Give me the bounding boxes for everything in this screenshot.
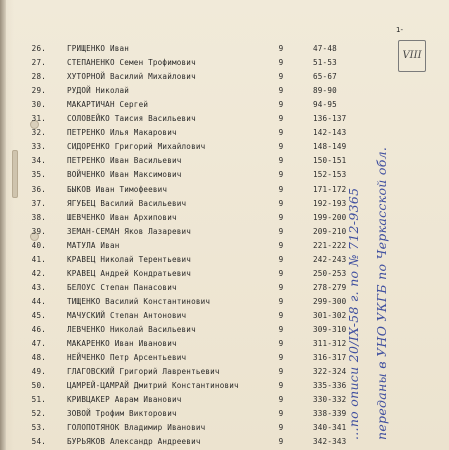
page-range: 221-222 xyxy=(313,240,347,250)
handwritten-note: ...по описи 20/IX-58 г. по № 712-9365 xyxy=(346,187,361,440)
volume-number: 9 xyxy=(278,409,284,419)
person-name: КРАВЕЦ Андрей Кондратьевич xyxy=(67,268,192,278)
row-number: 39. xyxy=(31,226,46,236)
person-name: ЗОВОЙ Трофим Викторович xyxy=(67,409,177,419)
volume-number: 9 xyxy=(278,423,284,433)
volume-number: 9 xyxy=(278,367,284,377)
page-range: 309-310 xyxy=(313,325,347,334)
page-range: 250-253 xyxy=(313,268,347,278)
person-name: КРИВЦАКЕР Аврам Иванович xyxy=(67,395,182,405)
list-item xyxy=(0,84,449,97)
person-name: ПЕТРЕНКО Иван Васильевич xyxy=(67,156,182,166)
page-range: 192-193 xyxy=(313,198,347,208)
row-number: 28. xyxy=(31,72,46,82)
page-range: 150-151 xyxy=(313,156,347,166)
person-name: ГРИЩЕНКО Иван xyxy=(67,44,130,53)
page-number: 1- xyxy=(396,26,403,34)
row-number: 44. xyxy=(31,296,46,306)
volume-number: 9 xyxy=(278,156,284,166)
page-range: 242-243 xyxy=(313,254,347,264)
list-item xyxy=(0,56,449,69)
row-number: 43. xyxy=(31,282,46,292)
person-name: МАКАРЕНКО Иван Иванович xyxy=(67,339,177,349)
volume-number: 9 xyxy=(278,296,284,306)
row-number: 48. xyxy=(31,353,46,363)
page-range: 94-95 xyxy=(313,100,337,110)
list-item xyxy=(0,98,449,111)
page-range: 47-48 xyxy=(313,44,337,53)
handwritten-note: переданы в УНО УКГБ по Черкасской обл. xyxy=(374,146,389,440)
person-name: ЗЕМАН-СЕМАН Яков Лазаревич xyxy=(67,226,192,236)
volume-number: 9 xyxy=(278,240,284,250)
volume-number: 9 xyxy=(278,44,284,53)
volume-number: 9 xyxy=(278,254,284,264)
person-name: СОЛОВЕЙКО Таисия Васильевич xyxy=(67,114,196,124)
page-range: 335-336 xyxy=(313,381,347,391)
person-name: ГЛАГОВСКИЙ Григорий Лаврентьевич xyxy=(67,367,220,377)
row-number: 33. xyxy=(31,142,46,152)
row-number: 41. xyxy=(31,254,46,264)
person-name: БЕЛОУС Степан Панасович xyxy=(67,282,177,292)
person-name: МАКАРТИЧАН Сергей xyxy=(67,100,149,110)
person-name: ГОЛОПОТЯНОК Владимир Иванович xyxy=(67,423,206,433)
volume-number: 9 xyxy=(278,100,284,110)
page-range: 148-149 xyxy=(313,142,347,152)
page-range: 278-279 xyxy=(313,282,347,292)
row-number: 29. xyxy=(31,86,46,96)
volume-number: 9 xyxy=(278,212,284,222)
volume-number: 9 xyxy=(278,353,284,363)
list-item xyxy=(0,126,449,139)
volume-number: 9 xyxy=(278,310,284,320)
person-name: НЕЙЧЕНКО Петр Арсентьевич xyxy=(67,353,187,363)
row-number: 26. xyxy=(31,44,46,53)
row-number: 34. xyxy=(31,156,46,166)
page-range: 51-53 xyxy=(313,58,337,68)
list-item xyxy=(0,42,449,55)
person-name: ПЕТРЕНКО Илья Макарович xyxy=(67,128,177,138)
volume-number: 9 xyxy=(278,282,284,292)
row-number: 52. xyxy=(31,409,46,419)
page-range: 311-312 xyxy=(313,339,347,349)
page-range: 322-324 xyxy=(313,367,347,377)
volume-number: 9 xyxy=(278,86,284,96)
volume-number: 9 xyxy=(278,170,284,180)
row-number: 45. xyxy=(31,310,46,320)
volume-number: 9 xyxy=(278,268,284,278)
person-name: ЯГУБЕЦ Василий Васильевич xyxy=(67,198,187,208)
row-number: 53. xyxy=(31,423,46,433)
volume-number: 9 xyxy=(278,381,284,391)
list-item xyxy=(0,112,449,125)
volume-number: 9 xyxy=(278,142,284,152)
person-name: МАТУЛА Иван xyxy=(67,240,120,250)
row-number: 31. xyxy=(31,114,46,124)
row-number: 40. xyxy=(31,240,46,250)
archive-stamp: VIII xyxy=(398,40,426,72)
row-number: 42. xyxy=(31,268,46,278)
page-range: 171-172 xyxy=(313,184,347,194)
volume-number: 9 xyxy=(278,339,284,349)
page-range: 301-302 xyxy=(313,310,347,320)
page-range: 330-332 xyxy=(313,395,347,405)
page-range: 340-341 xyxy=(313,423,347,433)
row-number: 30. xyxy=(31,100,46,110)
row-number: 46. xyxy=(31,325,46,334)
person-name: ШЕВЧЕНКО Иван Архипович xyxy=(67,212,177,222)
person-name: БУРЬЯКОВ Александр Андреевич xyxy=(67,437,201,447)
person-name: ВОЙЧЕНКО Иван Максимович xyxy=(67,170,182,180)
person-name: РУДОЙ Николай xyxy=(67,86,130,96)
list-item xyxy=(0,70,449,83)
row-number: 51. xyxy=(31,395,46,405)
person-name: МАЧУСКИЙ Степан Антонович xyxy=(67,310,187,320)
row-number: 32. xyxy=(31,128,46,138)
page-range: 342-343 xyxy=(313,437,347,447)
volume-number: 9 xyxy=(278,325,284,334)
person-name: БЫКОВ Иван Тимофеевич xyxy=(67,184,168,194)
person-name: ЦАМРЕЙ-ЦАМРАЙ Дмитрий Константинович xyxy=(67,381,239,391)
volume-number: 9 xyxy=(278,58,284,68)
person-name: КРАВЕЦ Николай Терентьевич xyxy=(67,254,192,264)
volume-number: 9 xyxy=(278,395,284,405)
page-range: 142-143 xyxy=(313,128,347,138)
volume-number: 9 xyxy=(278,226,284,236)
row-number: 49. xyxy=(31,367,46,377)
row-number: 47. xyxy=(31,339,46,349)
page-range: 316-317 xyxy=(313,353,347,363)
page-range: 136-137 xyxy=(313,114,347,124)
row-number: 37. xyxy=(31,198,46,208)
volume-number: 9 xyxy=(278,114,284,124)
person-name: ТИЩЕНКО Василий Константинович xyxy=(67,296,211,306)
row-number: 38. xyxy=(31,212,46,222)
page-range: 152-153 xyxy=(313,170,347,180)
page-range: 299-300 xyxy=(313,296,347,306)
volume-number: 9 xyxy=(278,198,284,208)
page-range: 65-67 xyxy=(313,72,337,82)
volume-number: 9 xyxy=(278,184,284,194)
volume-number: 9 xyxy=(278,128,284,138)
person-name: ЛЕВЧЕНКО Николай Васильевич xyxy=(67,325,196,334)
row-number: 35. xyxy=(31,170,46,180)
person-name: ХУТОРНОЙ Василий Михайлович xyxy=(67,72,196,82)
row-number: 36. xyxy=(31,184,46,194)
page-range: 209-210 xyxy=(313,226,347,236)
person-name: СТЕПАНЕНКО Семен Трофимович xyxy=(67,58,196,68)
page-range: 338-339 xyxy=(313,409,347,419)
volume-number: 9 xyxy=(278,437,284,447)
volume-number: 9 xyxy=(278,72,284,82)
person-name: СИДОРЕНКО Григорий Михайлович xyxy=(67,142,206,152)
page-range: 199-200 xyxy=(313,212,347,222)
page-range: 89-90 xyxy=(313,86,337,96)
row-number: 27. xyxy=(31,58,46,68)
row-number: 54. xyxy=(31,437,46,447)
row-number: 50. xyxy=(31,381,46,391)
